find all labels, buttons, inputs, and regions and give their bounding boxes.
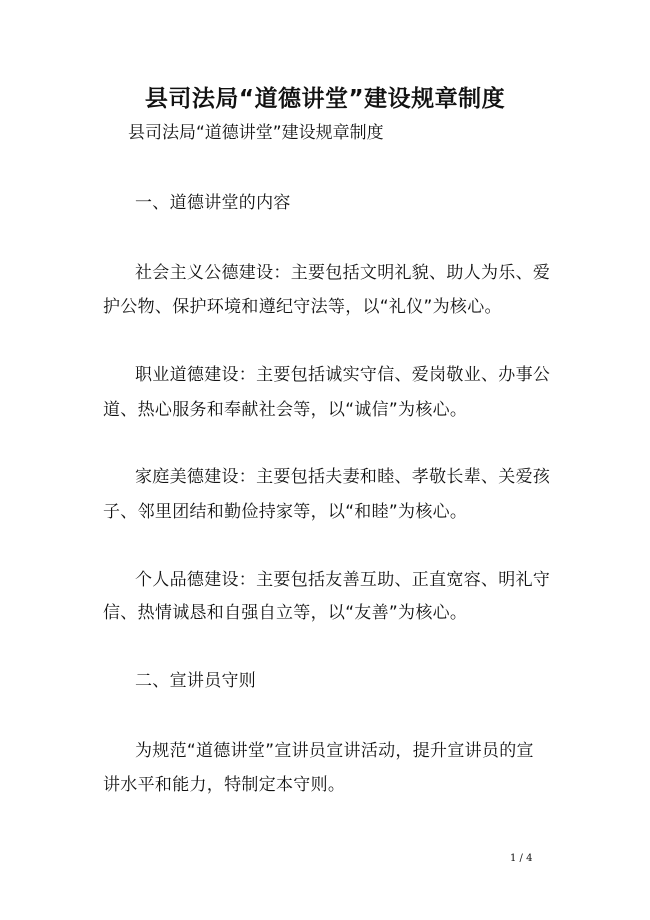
paragraph-line: 社会主义公德建设：主要包括文明礼貌、助人为乐、爱 [135, 263, 551, 283]
paragraph-line: 为规范“道德讲堂”宣讲员宣讲活动，提升宣讲员的宣 [135, 741, 534, 761]
document-subtitle: 县司法局“道德讲堂”建设规章制度 [128, 123, 384, 143]
section-heading-content: 一、道德讲堂的内容 [135, 193, 291, 213]
paragraph-line: 职业道德建设：主要包括诚实守信、爱岗敬业、办事公 [135, 365, 551, 385]
paragraph-line: 讲水平和能力，特制定本守则。 [103, 775, 346, 795]
paragraph-line: 个人品德建设：主要包括友善互助、正直宽容、明礼守 [135, 570, 551, 590]
paragraph-line: 家庭美德建设：主要包括夫妻和睦、孝敬长辈、关爱孩 [135, 467, 551, 487]
paragraph-line: 信、热情诚恳和自强自立等，以“友善”为核心。 [103, 603, 468, 623]
paragraph-line: 护公物、保护环境和遵纪守法等，以“礼仪”为核心。 [103, 297, 502, 317]
document-title: 县司法局“道德讲堂”建设规章制度 [144, 86, 506, 112]
paragraph-line: 子、邻里团结和勤俭持家等，以“和睦”为核心。 [103, 502, 468, 522]
section-heading-speaker-rules: 二、宣讲员守则 [135, 671, 257, 691]
page-number: 1 / 4 [510, 853, 533, 864]
paragraph-line: 道、热心服务和奉献社会等，以“诚信”为核心。 [103, 400, 468, 420]
